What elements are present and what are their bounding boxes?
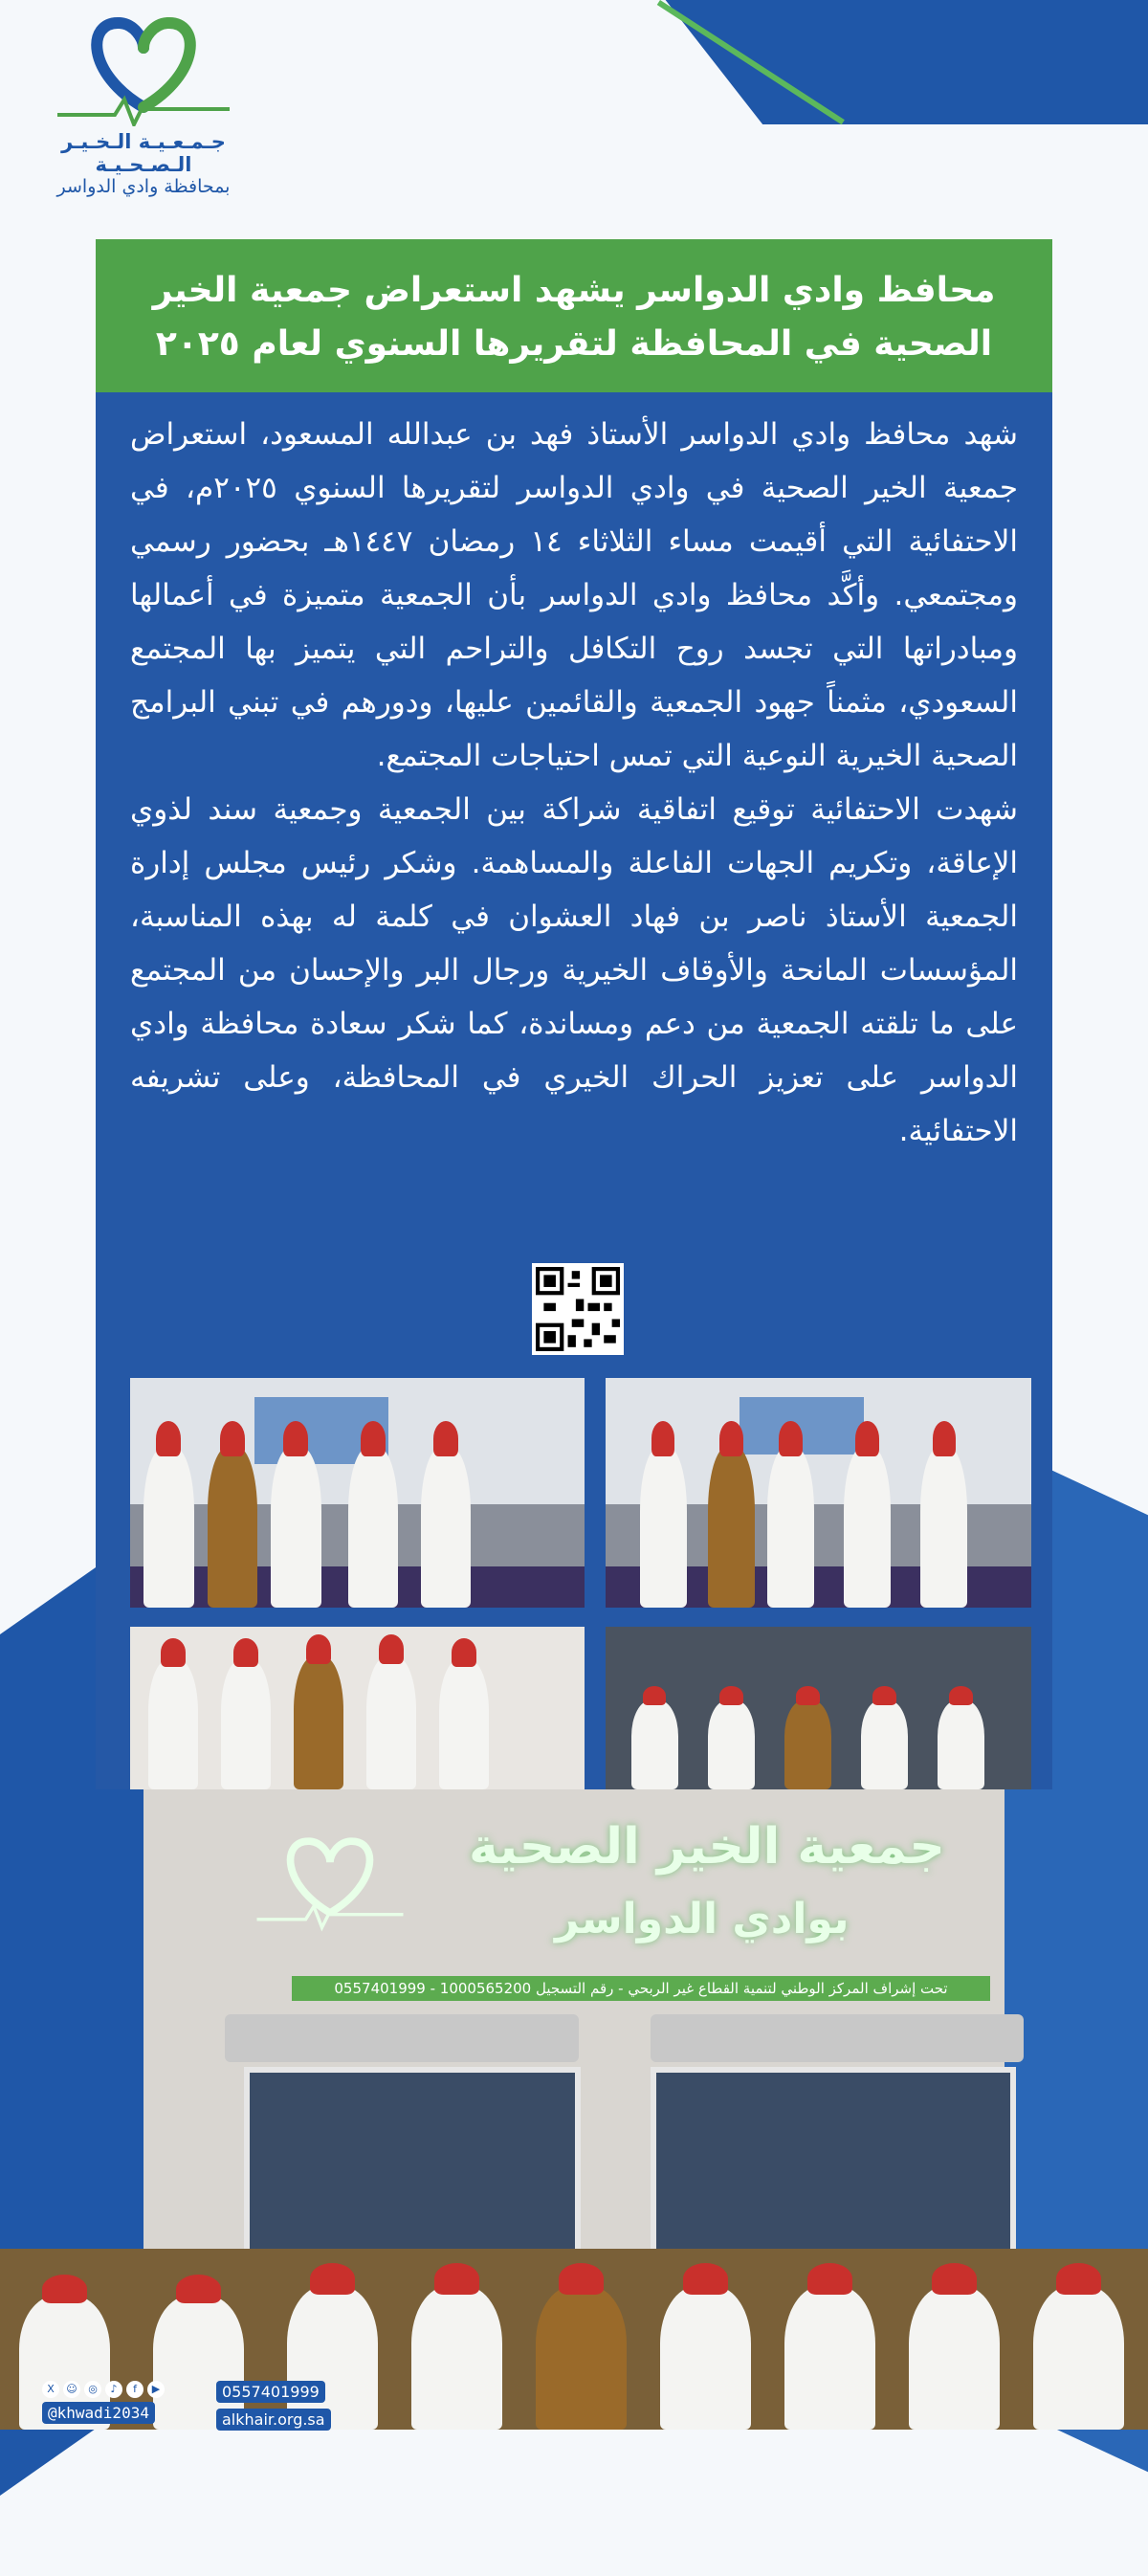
heart-pulse-icon	[48, 11, 239, 126]
event-photo	[130, 1378, 585, 1608]
article-panel	[96, 239, 1052, 1789]
article-body	[96, 392, 1052, 1158]
association-logo	[38, 11, 249, 197]
footer-contact	[216, 2381, 331, 2431]
footer-social	[42, 2381, 165, 2422]
facebook-icon[interactable]: f	[126, 2381, 144, 2398]
article-paragraph: شهد محافظ وادي الدواسر الأستاذ فهد بن عبدالله المسعود، استعراض جمعية الخير الصحية في وادي الدواسر لتقريرها السنوي ٢٠٢٥م، في الاحتفائية التي أقيمت مساء الثلاثاء ١٤ رمضان ١٤٤٧هـ بحضور رسمي ومجتمعي. وأكَّد محافظ وادي الدواسر بأن الجمعية متميزة في أعمالها ومبادراتها التي تجسد روح التكافل والتراحم التي يتميز بها المجتمع السعودي، مثمناً جهود الجمعية والقائمين عليها، ودورهم في تبني البرامج الصحية الخيرية النوعية التي تمس احتياجات المجتمع.	[130, 417, 1019, 773]
header-decoration	[651, 0, 1148, 124]
event-photo	[606, 1378, 1031, 1608]
building-sign-name: جمعية الخير الصحية	[469, 1818, 945, 1876]
building-photo	[0, 1789, 1148, 2430]
tiktok-icon[interactable]: ♪	[105, 2381, 122, 2398]
snapchat-icon[interactable]: ☺	[63, 2381, 80, 2398]
qr-code[interactable]	[532, 1263, 624, 1355]
building-sign-location: بوادي الدواسر	[555, 1895, 850, 1943]
social-handle[interactable]: @khwadi2034	[42, 2402, 155, 2424]
logo-location: بمحافظة وادي الدواسر	[56, 176, 231, 197]
qr-code-icon	[536, 1267, 620, 1351]
event-photo	[130, 1627, 585, 1789]
instagram-icon[interactable]: ◎	[84, 2381, 101, 2398]
event-photo	[606, 1627, 1031, 1789]
building-sign-bar: تحت إشراف المركز الوطني لتنمية القطاع غير الربحي - رقم التسجيل 1000565200 - 0557401999	[292, 1976, 990, 2001]
youtube-icon[interactable]: ▶	[147, 2381, 165, 2398]
social-icons	[42, 2381, 165, 2398]
article-paragraph: شهدت الاحتفائية توقيع اتفاقية شراكة بين الجمعية وجمعية سند لذوي الإعاقة، وتكريم الجهات الفاعلة والمساهمة. وشكر رئيس مجلس إدارة الجمعية الأستاذ ناصر بن فهاد العشوان في كلمة له بهذه المناسبة، المؤسسات المانحة والأوقاف الخيرية ورجال البر والإحسان من المجتمع على ما تلقته الجمعية من دعم ومساندة، كما شكر سعادة محافظة وادي الدواسر على تعزيز الحراك الخيري في المحافظة، وعلى تشريفه الاحتفائية.	[130, 792, 1018, 1148]
article-title: محافظ وادي الدواسر يشهد استعراض جمعية الخير الصحية في المحافظة لتقريرها السنوي لعام ٢٠٢٥	[96, 239, 1052, 392]
website-link[interactable]: alkhair.org.sa	[216, 2409, 331, 2431]
phone-number[interactable]: 0557401999	[216, 2381, 325, 2403]
x-icon[interactable]: X	[42, 2381, 59, 2398]
logo-name: جـمـعـيـة الـخـيـر الـصـحـيـة	[61, 130, 226, 176]
heart-pulse-icon	[249, 1828, 411, 1933]
